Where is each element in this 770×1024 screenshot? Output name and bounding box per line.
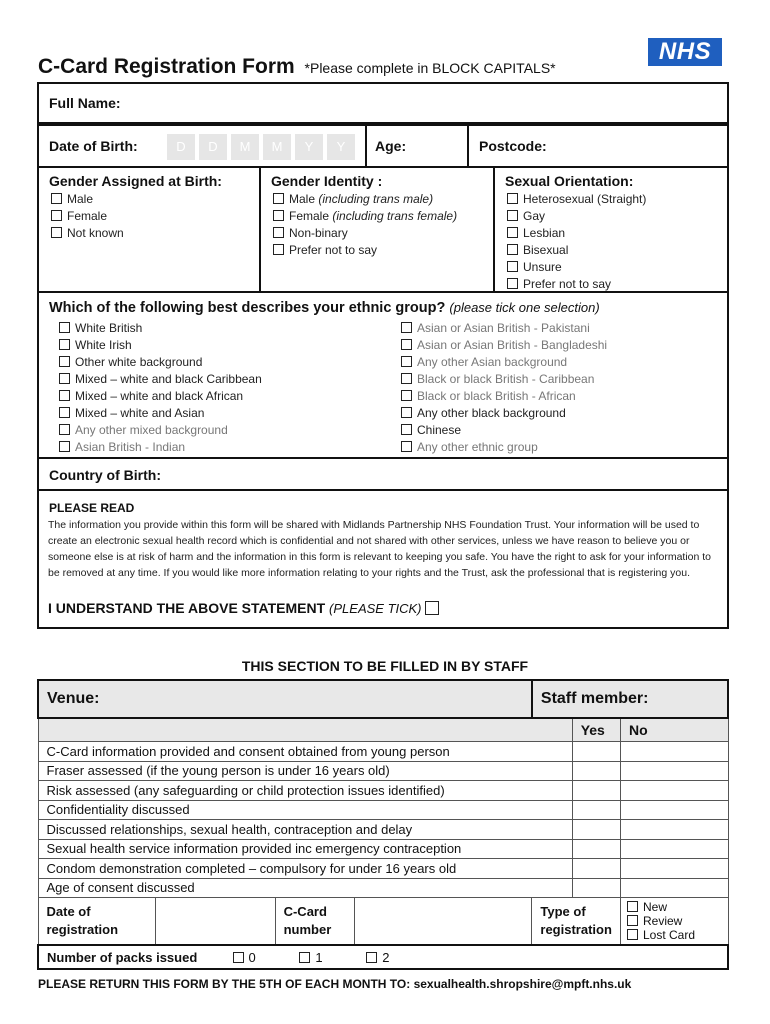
checkbox-icon[interactable] (507, 193, 518, 204)
postcode-label: Postcode: (479, 138, 547, 154)
dob-row (37, 124, 729, 168)
ccard-number-field[interactable] (355, 898, 532, 946)
checkbox-icon[interactable] (401, 339, 412, 350)
checkbox-icon[interactable] (507, 261, 518, 272)
age-label: Age: (375, 138, 407, 154)
checklist-item: Condom demonstration completed – compulsory for under 16 years old (38, 859, 572, 879)
orientation-hetero-option[interactable]: Heterosexual (Straight) (507, 192, 646, 206)
understand-statement: I UNDERSTAND THE ABOVE STATEMENT (PLEASE TICK) (48, 600, 439, 616)
checkbox-icon[interactable] (507, 227, 518, 238)
orientation-box (493, 166, 729, 293)
checkbox-icon[interactable] (273, 210, 284, 221)
date-registration-label: Date of registration (38, 898, 156, 946)
checkbox-icon[interactable] (627, 915, 638, 926)
checkbox-icon[interactable] (401, 322, 412, 333)
pack-1-option[interactable]: 1 (299, 950, 322, 965)
checkbox-icon[interactable] (59, 441, 70, 452)
yes-header: Yes (572, 718, 620, 742)
type-registration-label: Type of registration (532, 898, 621, 946)
dob-year-1[interactable]: Y (295, 134, 323, 160)
type-new-option[interactable]: New (627, 900, 722, 914)
ethnic-option[interactable]: Other white background (59, 355, 202, 369)
orientation-unsure-option[interactable]: Unsure (507, 260, 562, 274)
date-registration-field[interactable] (156, 898, 275, 946)
gender-assigned-box (37, 166, 261, 293)
checkbox-icon[interactable] (273, 227, 284, 238)
checkbox-icon[interactable] (401, 407, 412, 418)
gender-female-option[interactable]: Female (51, 209, 107, 223)
venue-field[interactable]: Venue: (38, 680, 532, 718)
checkbox-icon[interactable] (507, 210, 518, 221)
staff-member-field[interactable]: Staff member: (532, 680, 728, 718)
ethnic-option[interactable]: Mixed – white and black African (59, 389, 243, 403)
identity-prefer-not-option[interactable]: Prefer not to say (273, 243, 377, 257)
yes-cell[interactable] (572, 878, 620, 898)
checklist-item: Risk assessed (any safeguarding or child protection issues identified) (38, 781, 572, 801)
ethnic-option[interactable]: Black or black British - African (401, 389, 576, 403)
no-cell[interactable] (620, 878, 728, 898)
notice-heading: PLEASE READ (49, 501, 135, 515)
checkbox-icon[interactable] (507, 244, 518, 255)
checkbox-icon[interactable] (273, 244, 284, 255)
checkbox-icon[interactable] (59, 322, 70, 333)
no-cell[interactable] (620, 800, 728, 820)
checkbox-icon[interactable] (59, 424, 70, 435)
ethnic-option[interactable]: Mixed – white and black Caribbean (59, 372, 262, 386)
type-lost-option[interactable]: Lost Card (627, 928, 722, 942)
ethnic-option[interactable]: Asian British - Indian (59, 440, 185, 454)
gender-assigned-heading: Gender Assigned at Birth: (49, 173, 222, 189)
identity-male-option[interactable]: Male (including trans male) (273, 192, 433, 206)
orientation-heading: Sexual Orientation: (505, 173, 634, 189)
checkbox-icon[interactable] (51, 210, 62, 221)
ethnic-group-box (37, 291, 729, 459)
gender-identity-box (259, 166, 495, 293)
identity-female-option[interactable]: Female (including trans female) (273, 209, 457, 223)
checkbox-icon[interactable] (59, 339, 70, 350)
gender-male-option[interactable]: Male (51, 192, 93, 206)
checkbox-icon[interactable] (366, 952, 377, 963)
dob-month-2[interactable]: M (263, 134, 291, 160)
checklist-item: Confidentiality discussed (38, 800, 572, 820)
pack-2-option[interactable]: 2 (366, 950, 389, 965)
checkbox-icon[interactable] (401, 373, 412, 384)
checkbox-icon[interactable] (627, 901, 638, 912)
no-cell[interactable] (620, 839, 728, 859)
ethnic-option[interactable]: Mixed – white and Asian (59, 406, 204, 420)
no-cell[interactable] (620, 859, 728, 879)
orientation-lesbian-option[interactable]: Lesbian (507, 226, 565, 240)
checkbox-icon[interactable] (507, 278, 518, 289)
title-text: C-Card Registration Form (38, 55, 295, 78)
yes-cell[interactable] (572, 820, 620, 840)
dob-month-1[interactable]: M (231, 134, 259, 160)
ethnic-option[interactable]: White Irish (59, 338, 132, 352)
understand-checkbox[interactable] (425, 601, 439, 615)
country-label: Country of Birth: (49, 467, 161, 483)
no-cell[interactable] (620, 820, 728, 840)
checkbox-icon[interactable] (51, 193, 62, 204)
footer-return-notice: PLEASE RETURN THIS FORM BY THE 5TH OF EACH MONTH TO: sexualhealth.shropshire@mpft.nhs.uk (38, 977, 632, 991)
ethnic-option[interactable]: Any other black background (401, 406, 566, 420)
type-options (620, 898, 728, 946)
no-header: No (620, 718, 728, 742)
orientation-gay-option[interactable]: Gay (507, 209, 545, 223)
packs-label: Number of packs issued (47, 949, 198, 965)
notice-body: The information you provide within this form will be shared with Midlands Partnership NHS Foundation Trust. Your information will be used to create an electronic sexual health record which is confidential and not shared with other services, unless we have reason to believe you or someone else is at risk of harm and the information in this form is relevant to keeping you safe. You have the right to ask for your information to be removed at any time. If you would like more information relating to your rights and the Trust, ask the professional that is registering you. (48, 519, 712, 579)
yes-cell[interactable] (572, 761, 620, 781)
identity-nonbinary-option[interactable]: Non-binary (273, 226, 348, 240)
yes-cell[interactable] (572, 800, 620, 820)
ethnic-note: (please tick one selection) (449, 300, 600, 315)
checkbox-icon[interactable] (401, 356, 412, 367)
dob-day-1[interactable]: D (167, 134, 195, 160)
checkbox-icon[interactable] (401, 424, 412, 435)
checkbox-icon[interactable] (51, 227, 62, 238)
dob-day-2[interactable]: D (199, 134, 227, 160)
pack-0-option[interactable]: 0 (233, 950, 256, 965)
ethnic-option[interactable]: Black or black British - Caribbean (401, 372, 594, 386)
yes-cell[interactable] (572, 859, 620, 879)
ccard-number-label: C-Card number (275, 898, 355, 946)
type-review-option[interactable]: Review (627, 914, 722, 928)
checkbox-icon[interactable] (59, 356, 70, 367)
checkbox-icon[interactable] (299, 952, 310, 963)
ethnic-option[interactable]: Any other ethnic group (401, 440, 538, 454)
ethnic-option[interactable]: Asian or Asian British - Pakistani (401, 321, 590, 335)
checklist-item: Discussed relationships, sexual health, contraception and delay (38, 820, 572, 840)
checkbox-icon[interactable] (273, 193, 284, 204)
checklist-item: Age of consent discussed (38, 878, 572, 898)
no-cell[interactable] (620, 781, 728, 801)
checkbox-icon[interactable] (59, 373, 70, 384)
gender-identity-heading: Gender Identity : (271, 173, 383, 189)
form-title (38, 55, 556, 79)
orientation-bisexual-option[interactable]: Bisexual (507, 243, 568, 257)
packs-row (38, 945, 728, 969)
checkbox-icon[interactable] (59, 407, 70, 418)
no-cell[interactable] (620, 742, 728, 762)
staff-section-heading: THIS SECTION TO BE FILLED IN BY STAFF (241, 658, 529, 674)
checkbox-icon[interactable] (401, 441, 412, 452)
yes-cell[interactable] (572, 839, 620, 859)
checkbox-icon[interactable] (401, 390, 412, 401)
staff-table (37, 679, 729, 970)
dob-label: Date of Birth: (49, 138, 138, 154)
checklist-item: Sexual health service information provided inc emergency contraception (38, 839, 572, 859)
checklist-item: Fraser assessed (if the young person is under 16 years old) (38, 761, 572, 781)
ethnic-option[interactable]: Any other mixed background (59, 423, 228, 437)
ethnic-heading: Which of the following best describes your ethnic group? (please tick one selection) (49, 300, 600, 316)
checkbox-icon[interactable] (233, 952, 244, 963)
title-subtitle: *Please complete in BLOCK CAPITALS* (304, 60, 556, 76)
full-name-field[interactable] (37, 82, 729, 124)
ethnic-option[interactable]: White British (59, 321, 142, 335)
ethnic-option[interactable]: Asian or Asian British - Bangladeshi (401, 338, 607, 352)
no-cell[interactable] (620, 761, 728, 781)
gender-notknown-option[interactable]: Not known (51, 226, 124, 240)
country-of-birth-field[interactable] (37, 457, 729, 491)
nhs-logo: NHS (648, 38, 722, 66)
orientation-prefer-not-option[interactable]: Prefer not to say (507, 277, 611, 291)
yes-cell[interactable] (572, 742, 620, 762)
ethnic-option[interactable]: Chinese (401, 423, 461, 437)
full-name-label: Full Name: (49, 95, 121, 111)
checkbox-icon[interactable] (59, 390, 70, 401)
yes-cell[interactable] (572, 781, 620, 801)
ethnic-option[interactable]: Any other Asian background (401, 355, 567, 369)
checkbox-icon[interactable] (627, 929, 638, 940)
checklist-item: C-Card information provided and consent obtained from young person (38, 742, 572, 762)
dob-year-2[interactable]: Y (327, 134, 355, 160)
